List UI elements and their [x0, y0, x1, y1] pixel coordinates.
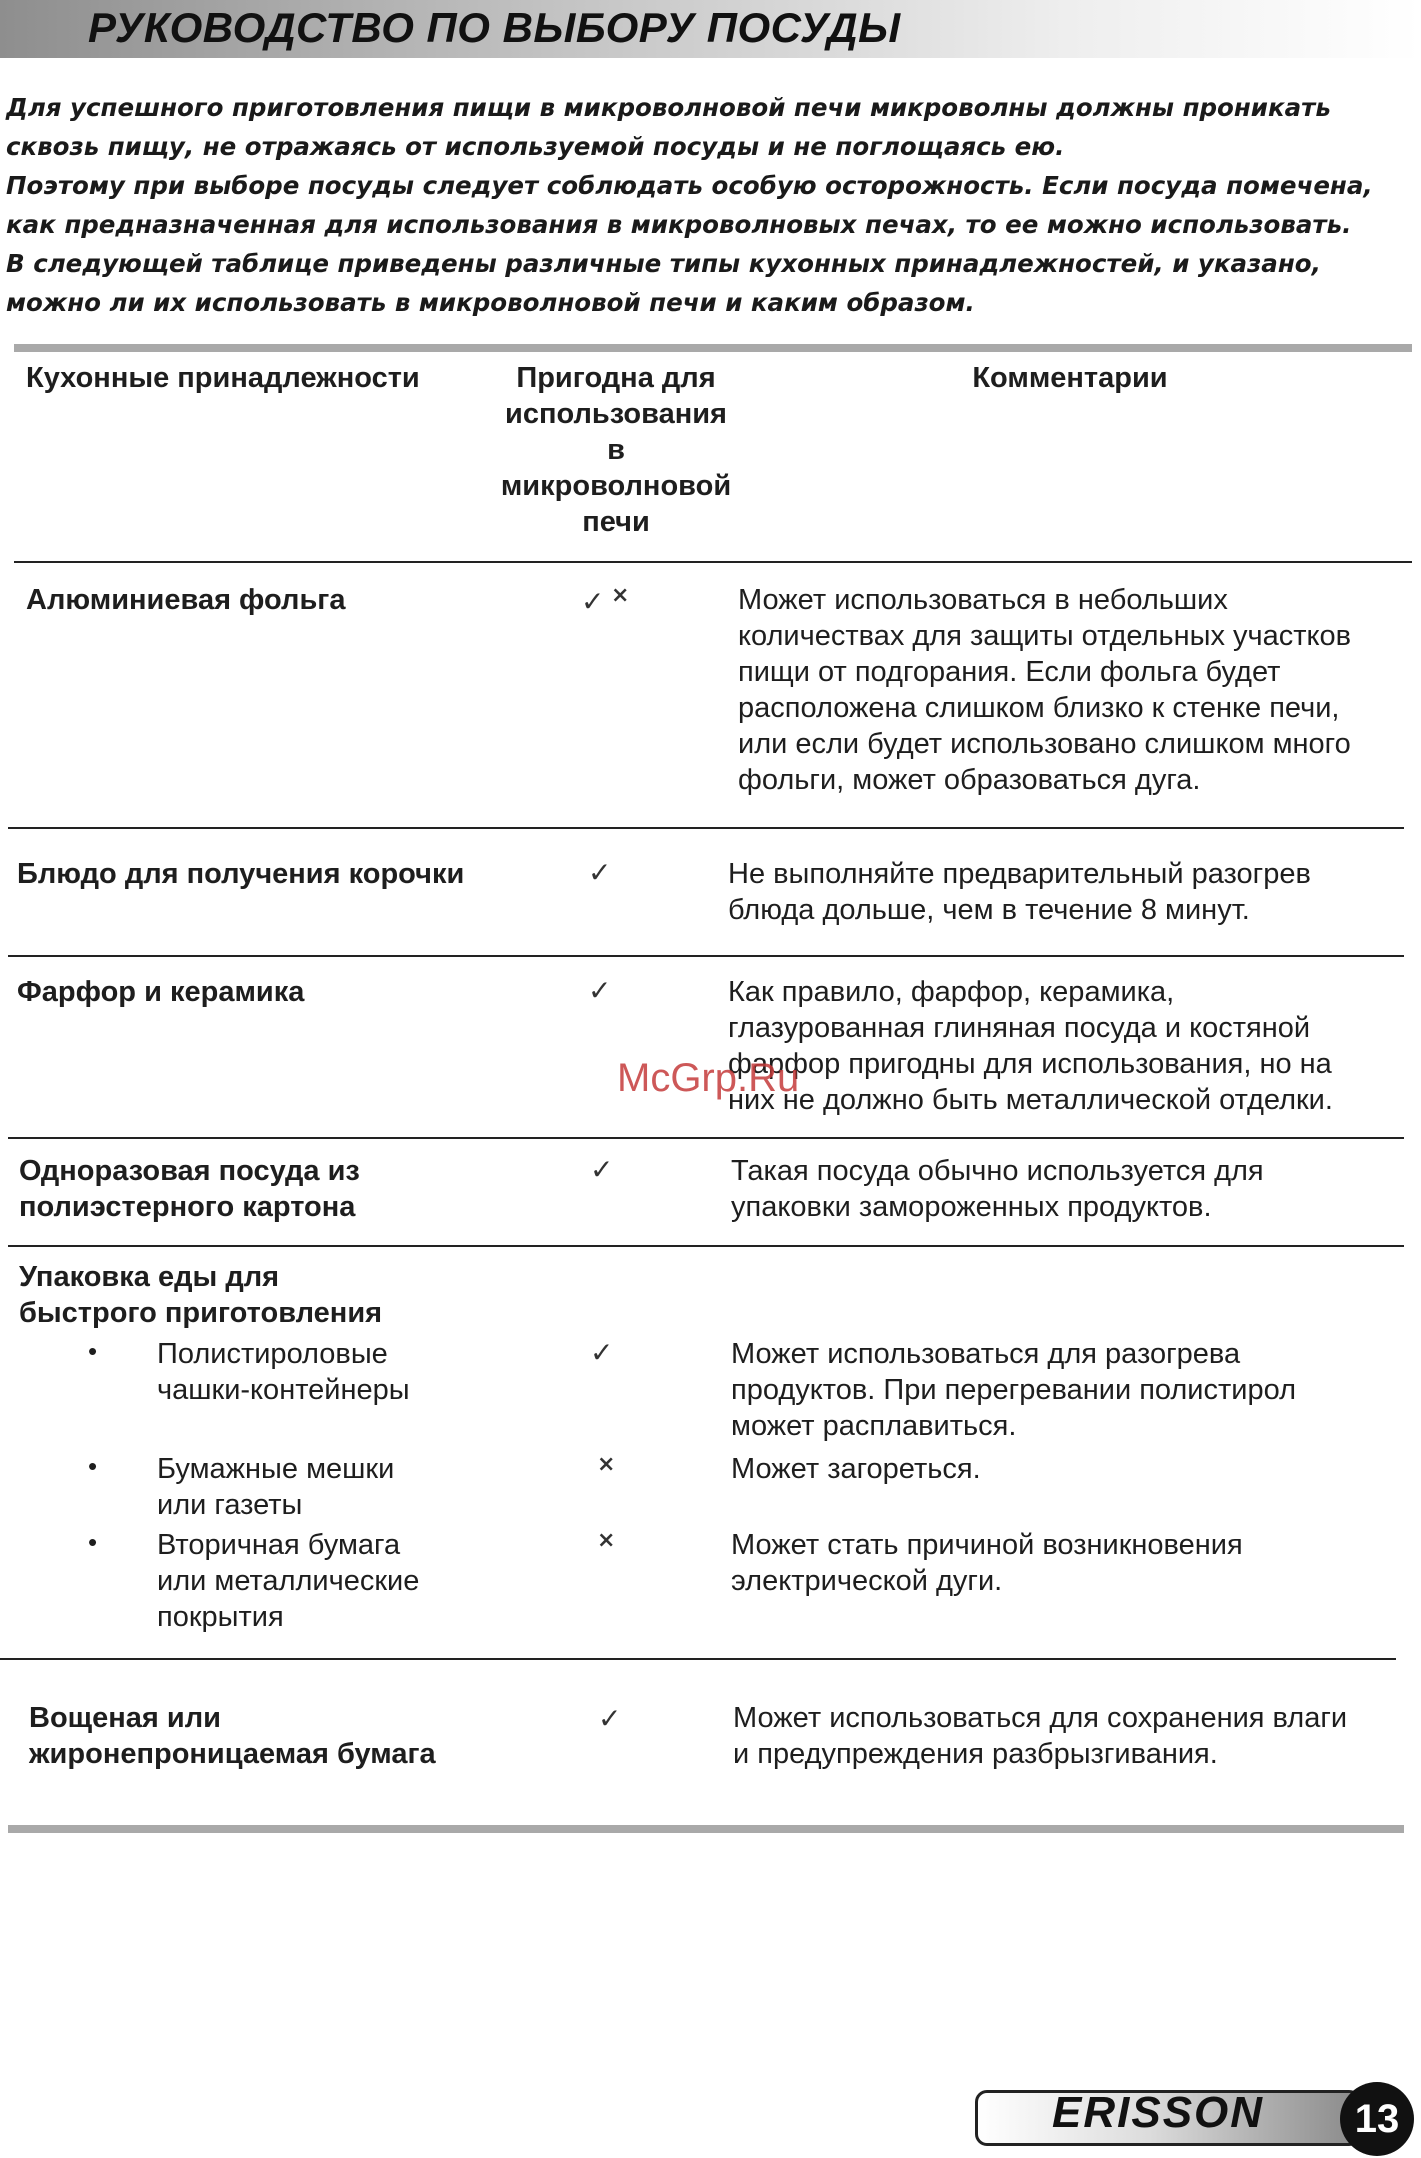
- cross-icon: ×: [611, 583, 630, 608]
- row-comment: Может загореться.: [731, 1453, 981, 1485]
- page-title: РУКОВОДСТВО ПО ВЫБОРУ ПОСУДЫ: [88, 4, 901, 51]
- intro-paragraph-1: Для успешного приготовления пищи в микроволновой печи микроволны должны проникать сквозь пищу, не отражаясь от используемой посуды и не поглощаясь ею.: [6, 93, 1331, 161]
- row-comment: Не выполняйте предварительный разогрев блюда дольше, чем в течение 8 минут.: [728, 858, 1311, 926]
- cross-icon: ×: [597, 1452, 616, 1477]
- row-item-disposable: Одноразовая посуда из полиэстерного картона: [19, 1155, 360, 1223]
- row-comment: Может использоваться для разогрева продуктов. При перегревании полистирол может расплавиться.: [731, 1338, 1297, 1442]
- row-comment: Как правило, фарфор, керамика, глазурованная глиняная посуда и костяной фарфор пригодны для использования, но на них не должно быть металлической отделки.: [728, 976, 1333, 1116]
- sub-item-paper-bags: Бумажные мешки или газеты: [157, 1453, 395, 1521]
- row-comment: Может использоваться в небольших количествах для защиты отдельных участков пищи от подгорания. Если фольга будет расположена слишком близко к стенке печи, или если будет использовано слишком много фольги, может образоваться дуга.: [738, 584, 1352, 796]
- row-comment: Такая посуда обычно используется для упаковки замороженных продуктов.: [731, 1155, 1264, 1223]
- watermark: McGrp.Ru: [617, 1056, 800, 1100]
- row-item-waxed-paper: Вощеная или жиронепроницаемая бумага: [29, 1702, 436, 1770]
- brand-logo: ERISSON: [1052, 2088, 1265, 2137]
- bullet: •: [88, 1527, 98, 1557]
- row-comment: Может стать причиной возникновения электрической дуги.: [731, 1529, 1243, 1597]
- table-row-divider: [8, 1245, 1404, 1247]
- header-suitable: Пригодна для использования в микроволновой печи: [500, 362, 732, 538]
- table-top-rule: [14, 344, 1412, 352]
- intro-paragraph-2: Поэтому при выборе посуды следует соблюдать особую осторожность. Если посуда помечена, как предназначенная для использования в микроволновых печах, то ее можно использовать.: [6, 171, 1373, 239]
- row-item-browning-dish: Блюдо для получения корочки: [17, 858, 465, 890]
- table-row-divider: [8, 955, 1404, 957]
- cross-icon: ×: [597, 1528, 616, 1553]
- check-icon: ✓: [588, 974, 612, 1007]
- row-item-fast-food-packaging: Упаковка еды для быстрого приготовления: [19, 1261, 383, 1329]
- check-icon: ✓: [581, 585, 605, 618]
- sub-item-polystyrene: Полистироловые чашки-контейнеры: [157, 1338, 410, 1406]
- table-bottom-rule: [8, 1825, 1404, 1833]
- row-item-porcelain: Фарфор и керамика: [17, 976, 305, 1008]
- row-comment: Может использоваться для сохранения влаги и предупреждения разбрызгивания.: [733, 1702, 1348, 1770]
- table-row-divider: [14, 561, 1412, 563]
- check-icon: ✓: [590, 1153, 614, 1186]
- header-item: Кухонные принадлежности: [26, 362, 420, 394]
- check-icon: ✓: [588, 856, 612, 889]
- check-icon: ✓: [598, 1702, 622, 1735]
- check-icon: ✓: [590, 1336, 614, 1369]
- bullet: •: [88, 1336, 98, 1366]
- row-item-aluminum-foil: Алюминиевая фольга: [26, 584, 346, 616]
- intro-paragraph-3: В следующей таблице приведены различные типы кухонных принадлежностей, и указано, можно ли их использовать в микроволновой печи и каким образом.: [6, 249, 1321, 317]
- table-row-divider: [8, 1137, 1404, 1139]
- page-number: 13: [1340, 2082, 1414, 2156]
- intro-text: [6, 88, 1416, 322]
- header-comments: Комментарии: [972, 362, 1168, 394]
- bullet: •: [88, 1451, 98, 1481]
- sub-item-recycled-paper: Вторичная бумага или металлические покрытия: [157, 1529, 420, 1633]
- table-row-divider: [8, 827, 1404, 829]
- table-row-divider: [0, 1658, 1396, 1660]
